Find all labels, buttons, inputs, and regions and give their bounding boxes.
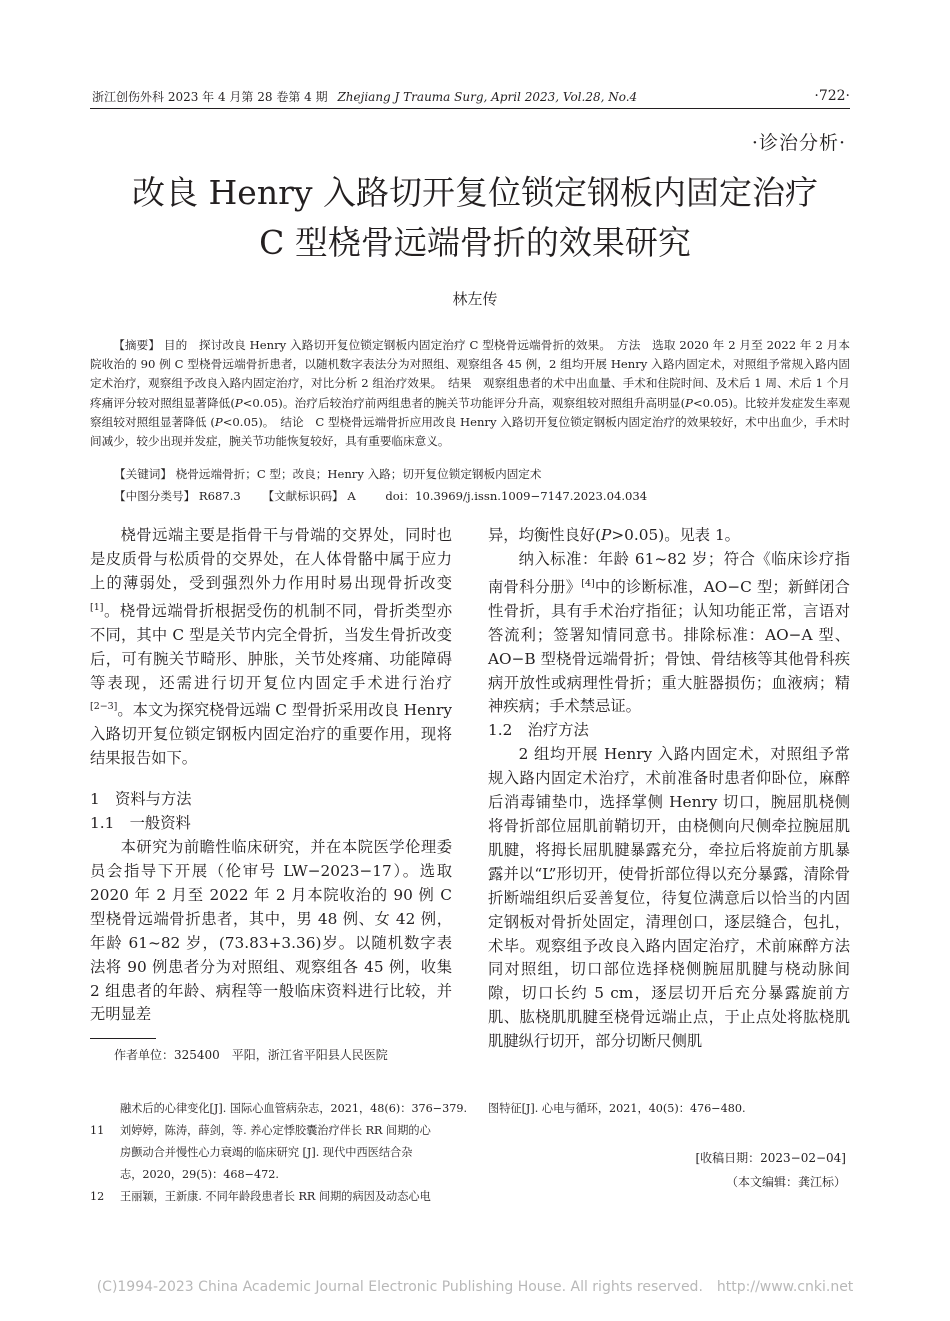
objective-label: 目的 — [163, 338, 188, 352]
abstract-label: 【摘要】 — [113, 338, 161, 352]
objective-text: 探讨改良 Henry 入路切开复位锁定钢板内固定治疗 C 型桡骨远端骨折的效果。 — [199, 338, 606, 352]
references-left — [90, 1098, 470, 1208]
header-rule — [90, 108, 850, 109]
journal-name: 浙江创伤外科 2023 年 4 月第 28 卷第 4 期 — [92, 90, 328, 104]
journal-name-en: Zhejiang J Trauma Surg, April 2023, Vol.28, No.4 — [337, 90, 638, 104]
reference-line — [90, 1164, 470, 1186]
treatment-paragraph: 2 组均开展 Henry 入路内固定术，对照组予常规入路内固定术治疗，术前准备时患者仰卧位，麻醉后消毒铺垫巾，选择掌侧 Henry 切口，腕屈肌桡侧将骨折部位屈肌前鞘切开，由桡侧向尺侧牵拉腕屈肌肌腱，将拇长屈肌腱暴露充分，牵拉后将旋前方肌暴露并以“L”形切开，使骨折部位得以充分暴露，清除骨折断端组织后妥善复位，待复位满意后以恰当的内固定钢板对骨折处固定，清理创口，逐层缝合，包扎，术毕。观察组予改良入路内固定治疗，术前麻醉方法同对照组，切口部位选择桡侧腕屈肌腱与桡动脉间隙，切口长约 5 cm，逐层切开后充分暴露旋前方肌、肱桡肌肌腱至桡骨远端止点，于止点处将肱桡肌肌腱纵行切开，部分切断尺侧肌 — [488, 745, 850, 1051]
abstract — [90, 336, 850, 451]
keywords — [114, 466, 541, 482]
general-paragraph-cont — [488, 524, 850, 548]
general-cont-text-1: 异，均衡性良好( — [488, 526, 602, 544]
reference-text: 王丽颖，王新康. 不同年龄段患者长 RR 间期的病因及动态心电 — [120, 1190, 431, 1203]
author: 林左传 — [452, 290, 498, 308]
inclusion-text-2: 中的诊断标准，AO−C 型；新鲜闭合性骨折，具有手术治疗指征；认知功能正常，言语对答流利；签署知情同意书。排除标准：AO−A 型、AO−B 型桡骨远端骨折；骨蚀、骨结核等其他骨科疾病开放性或病理性骨折；重大脏器损伤；血液病；精神疾病；手术禁忌证。 — [488, 577, 850, 716]
editor: （本文编辑：龚江标） — [725, 1175, 846, 1189]
doc-code-label: 【文献标识码】 — [262, 489, 344, 503]
reference-number: 12 — [90, 1190, 105, 1203]
general-paragraph: 本研究为前瞻性临床研究，并在本院医学伦理委员会指导下开展（伦审号 LW−2023−17）。选取 2020 年 2 月至 2022 年 2 月本院收治的 90 例 C 型桡骨远端骨折患者，其中，男 48 例、女 42 例，年龄 61~82 岁，(73.83+3.36)岁。以随机数字表法将 90 例患者分为对照组、观察组各 45 例，收集 2 组患者的年龄、病程等一般临床资料进行比较，并无明显差 — [90, 838, 452, 1024]
citation: [4] — [581, 577, 595, 589]
reference-line — [90, 1142, 470, 1164]
reference-line — [90, 1186, 470, 1208]
intro-text-2: 。桡骨远端骨折根据受伤的机制不同，骨折类型亦不同，其中 C 型是关节内完全骨折，当发生骨折改变后，可有腕关节畸形、肿胀，关节处疼痛、功能障碍等表现，还需进行切开复位内固定手术进行治疗 — [90, 601, 452, 692]
classification — [114, 488, 647, 504]
p-symbol: P — [601, 526, 612, 544]
inclusion-text-1: 纳入标准：年龄 61~82 岁；符合《临床诊疗指南骨科分册》 — [488, 549, 850, 596]
intro-text-3: 。本文为探究桡骨远端 C 型骨折采用改良 Henry 入路切开复位锁定钢板内固定治疗的重要作用，现将结果报告如下。 — [90, 701, 452, 768]
doc-code: A — [347, 489, 356, 503]
journal-header — [92, 88, 637, 105]
title-line-1: 改良 Henry 入路切开复位锁定钢板内固定治疗 — [132, 173, 818, 212]
citation: [1] — [90, 601, 104, 613]
section-heading-1-1: 1.1 一般资料 — [90, 814, 191, 833]
p-symbol: P — [234, 395, 243, 410]
p-symbol: P — [214, 414, 223, 429]
reference-line — [90, 1098, 470, 1120]
references-right — [488, 1098, 848, 1120]
results-text-4: <0.05)。 — [222, 414, 269, 429]
inclusion-paragraph — [488, 548, 850, 719]
reference-text: 房颤动合并慢性心力衰竭的临床研究 [J]. 现代中西医结合杂 — [120, 1146, 413, 1159]
section-label: ·诊治分析· — [751, 132, 846, 154]
citation: [2−3] — [90, 701, 118, 713]
page-number: ·722· — [814, 88, 850, 104]
copyright-watermark: (C)1994-2023 China Academic Journal Electronic Publishing House. All rights reserved. http://www.cnki.net — [96, 1279, 854, 1295]
results-label: 结果 — [448, 376, 472, 391]
left-column — [90, 524, 452, 1027]
methods-text: 选取 2020 年 2 月至 2022 年 2 月本院收治的 90 例 C 型桡骨远端骨折患者，以随机数字表法分为对照组、观察组各 45 例，2 组均开展 Henry 入路内固定术，对照组予常规入路内固定术治疗，观察组予改良入路内固定治疗，对比分析 2 组治疗效果。 — [90, 338, 850, 391]
general-cont-text-2: >0.05)。见表 1。 — [611, 526, 740, 544]
keywords-label: 【关键词】 — [114, 467, 172, 481]
reference-text: 融术后的心律变化[J]. 国际心血管病杂志，2021，48(6)：376−379. — [120, 1102, 468, 1115]
clc-code: R687.3 — [198, 489, 241, 503]
results-text-2: <0.05)。治疗后较治疗前两组患者的腕关节功能评分升高，观察组较对照组升高明显( — [242, 395, 686, 410]
doi: doi：10.3969/j.issn.1009−7147.2023.04.034 — [385, 489, 648, 503]
reference-text: 志，2020，29(5)：468−472. — [120, 1168, 279, 1181]
footnote-rule — [90, 1038, 156, 1039]
clc-label: 【中图分类号】 — [114, 489, 196, 503]
article-title — [0, 168, 950, 268]
right-column — [488, 524, 850, 1054]
reference-text: 图特征[J]. 心电与循环，2021，40(5)：476−480. — [488, 1102, 746, 1115]
methods-label: 方法 — [616, 338, 641, 352]
reference-number: 11 — [90, 1124, 105, 1137]
conclusion-text: C 型桡骨远端骨折应用改良 Henry 入路切开复位锁定钢板内固定治疗的效果较好，术中出血少，手术时间减少，较少出现并发症，腕关节功能恢复较好，具有重要临床意义。 — [90, 414, 850, 449]
intro-text-1: 桡骨远端主要是指骨干与骨端的交界处，同时也是皮质骨与松质骨的交界处，在人体骨骼中属于应力上的薄弱处，受到强烈外力作用时易出现骨折改变 — [90, 526, 452, 592]
p-symbol: P — [685, 395, 693, 410]
reference-line — [488, 1098, 848, 1120]
reference-line — [90, 1120, 470, 1142]
section-heading-1: 1 资料与方法 — [90, 790, 192, 809]
author-affiliation: 作者单位：325400 平阳，浙江省平阳县人民医院 — [114, 1048, 388, 1062]
keywords-text: 桡骨远端骨折；C 型；改良；Henry 入路；切开复位锁定钢板内固定术 — [175, 467, 542, 481]
title-line-2: C 型桡骨远端骨折的效果研究 — [259, 223, 691, 262]
section-heading-1-2: 1.2 治疗方法 — [488, 721, 589, 740]
received-info — [695, 1146, 846, 1194]
conclusion-label: 结论 — [280, 414, 304, 429]
results-text-3: <0.05)。比较并发症发生率观察组较对照组显著降低 ( — [90, 395, 850, 429]
results-text-1: 观察组患者的术中出血量、手术和住院时间、及术后 1 周、术后 1 个月疼痛评分较对照组显著降低( — [90, 376, 850, 410]
reference-text: 刘婷婷，陈涛，薛剑，等. 养心定悸胶囊治疗伴长 RR 间期的心 — [120, 1124, 431, 1137]
received-date: [收稿日期：2023−02−04] — [695, 1151, 846, 1165]
intro-paragraph — [90, 524, 452, 771]
